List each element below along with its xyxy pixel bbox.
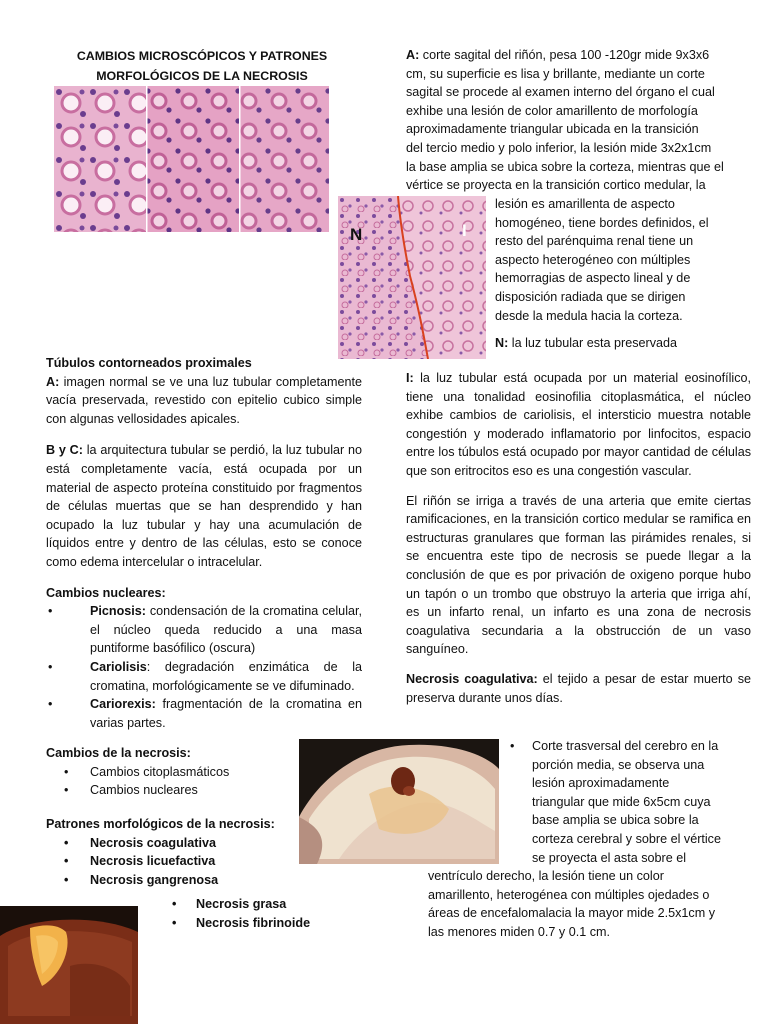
text-line (406, 46, 751, 65)
line-text: corte sagital del riñón, pesa 100 -120gr mide 9x3x6 (419, 48, 710, 62)
right-column-lower (406, 369, 751, 707)
line-text: Corte trasversal del cerebro en la (532, 739, 719, 753)
title-line-2: MORFOLÓGICOS DE LA NECROSIS (96, 69, 308, 83)
i-label: I: (406, 371, 414, 385)
tubulos-a-text: imagen normal se ve una luz tubular completamente vacía preservada, revestido con epitelio cubico simple con algunas vellosidades apicales. (46, 374, 362, 426)
text-line: las menores miden 0.7 y 0.1 cm. (428, 924, 610, 939)
kidney-gross-image (0, 906, 138, 1024)
tubulos-a-label: A: (46, 374, 60, 389)
text-line: triangular que mide 6x5cm cuya (532, 794, 711, 809)
tubulos-bc-label: B y C: (46, 443, 83, 458)
micro-label-n: N (350, 225, 363, 244)
nucleares-list (46, 602, 362, 732)
nuclear-text: : degradación enzimática de la cromatina, morfológicamente se ve difuminado. (90, 659, 362, 693)
list-item (46, 695, 362, 732)
text-line: corteza cerebral y sobre el vértice (532, 831, 721, 846)
cerebro-paragraph (510, 737, 751, 867)
coagulativa-paragraph (406, 670, 751, 707)
nuclear-term: Picnosis: (90, 604, 146, 619)
n-paragraph (495, 334, 751, 353)
kidney-a-paragraph (406, 46, 751, 195)
nucleares-heading: Cambios nucleares: (46, 585, 166, 600)
text-line: lesión aproximadamente (532, 776, 670, 791)
cerebro-continued (428, 867, 751, 941)
text-line: desde la medula hacia la corteza. (495, 308, 683, 323)
list-item: • Necrosis coagulativa (46, 834, 362, 853)
necrosis-heading: Cambios de la necrosis: (46, 746, 191, 761)
text-line (510, 737, 751, 756)
text-line: disposición radiada que se dirigen (495, 289, 686, 304)
text-line: hemorragias de aspecto lineal y de (495, 271, 691, 286)
necrosis-list (46, 763, 362, 800)
text-line: sagital se procede al examen interno del órgano el cual (406, 85, 715, 100)
list-item: • Cambios nucleares (46, 781, 362, 800)
text-line: ventrículo derecho, la lesión tiene un color (428, 869, 664, 883)
tubulos-bc-text: la arquitectura tubular se perdió, la luz tubular no está completamente vacía, está ocupada por un material de aspecto proteína constituido por fragmentos de células muertas que se han desprendido y han ocupado la luz tubular y hay una acumulación de líquidos entre y dentro de las células, esto se conoce como edema intercelular o intracelular. (46, 443, 362, 569)
text-line: del tercio medio y polo inferior, la lesión mide 3x2x1cm (406, 140, 712, 155)
patrones-list-right (172, 895, 362, 932)
kidney-a-label: A: (406, 48, 420, 62)
text-line: amarillento, heterogénea con múltiples ojedades o (428, 887, 710, 902)
n-label: N: (495, 336, 509, 351)
tubulos-a-paragraph (46, 373, 362, 429)
coagulativa-text: el tejido a pesar de estar muerto se preserva durante unos días. (406, 671, 751, 705)
list-item: • Necrosis gangrenosa (46, 871, 362, 890)
text-line: homogéneo, tiene bordes definidos, el (495, 215, 709, 230)
list-item (46, 602, 362, 658)
text-line: áreas de encefalomalacia la mayor mide 2.5x1cm y (428, 906, 715, 921)
text-line: aspecto heterogéneo con múltiples (495, 252, 691, 267)
text-line: porción media, se observa una (532, 757, 705, 772)
text-line: base amplia se ubica sobre la (532, 813, 699, 828)
left-column (46, 354, 362, 889)
text-line: aproximadamente triangular ubicada en la transición (406, 122, 699, 137)
rinon-paragraph: El riñón se irriga a través de una arteria que emite ciertas ramificaciones, en la transición cortico medular se ramifica en estructuras granulares que forman las pirámides renales, si se encuentra este tipo de necrosis se puede llegar a la conclusión de que es por privación de oxigeno porque hubo un tapón o un trombo que obstruyo la arteria que irriga ahí, es un infarto renal, un infarto es una zona de necrosis coagulativa secundaria a la obstrucción de un vaso sanguíneo. (406, 493, 751, 657)
title-line-1: CAMBIOS MICROSCÓPICOS Y PATRONES (76, 49, 328, 63)
tubulos-bc-paragraph (46, 441, 362, 571)
text-line: lesión es amarillenta de aspecto (495, 197, 675, 211)
patrones-list (46, 834, 362, 890)
micro-label-i: I (462, 221, 467, 240)
text-line: se proyecta el asta sobre el (532, 850, 687, 865)
list-item: • Necrosis licuefactiva (46, 852, 362, 871)
kidney-micro-image (338, 196, 486, 359)
nuclear-term: Cariorexis: (90, 697, 156, 712)
page-title (46, 46, 358, 86)
kidney-a-continued (495, 195, 751, 353)
coagulativa-label: Necrosis coagulativa: (406, 671, 538, 686)
i-text: la luz tubular está ocupada por un material eosinofílico, tiene una tonalidad eosinofilia citoplasmática, el núcleo exhibe cambios de cariolisis, el intersticio muestra notable congestión y moderado inflamatorio por linfocitos, espacio entre los túbulos está ocupado por mayor cantidad de células que son eritrocitos eso es una congestión vascular. (406, 371, 751, 478)
n-text: la luz tubular esta preservada (508, 336, 678, 351)
nuclear-text: condensación de la cromatina celular, el núcleo queda reducido a una masa puntiforme basófilico (oscura) (90, 604, 362, 656)
tubulos-heading: Túbulos contorneados proximales (46, 356, 252, 370)
text-line: la base amplia se ubica sobre la corteza, mientras que el (406, 159, 724, 174)
text-line: vértice se proyecta en la transición cortico medular, la (406, 178, 706, 193)
text-line: exhibe una lesión de color amarillento de morfología (406, 103, 698, 118)
patrones-heading: Patrones morfológicos de la necrosis: (46, 817, 275, 832)
nuclear-term: Cariolisis (90, 659, 147, 674)
tubules-histology-image (54, 86, 329, 232)
bullet-icon: • (510, 739, 515, 753)
list-item: • Cambios citoplasmáticos (46, 763, 362, 782)
i-paragraph (406, 369, 751, 481)
text-line: cm, su superficie es lisa y brillante, mediante un corte (406, 66, 705, 81)
list-item: • Necrosis grasa (172, 895, 362, 914)
nuclear-text: fragmentación de la cromatina en varias partes. (90, 697, 362, 730)
list-item (46, 658, 362, 695)
text-line: resto del parénquima renal tiene un (495, 234, 694, 249)
list-item: • Necrosis fibrinoide (172, 914, 362, 933)
